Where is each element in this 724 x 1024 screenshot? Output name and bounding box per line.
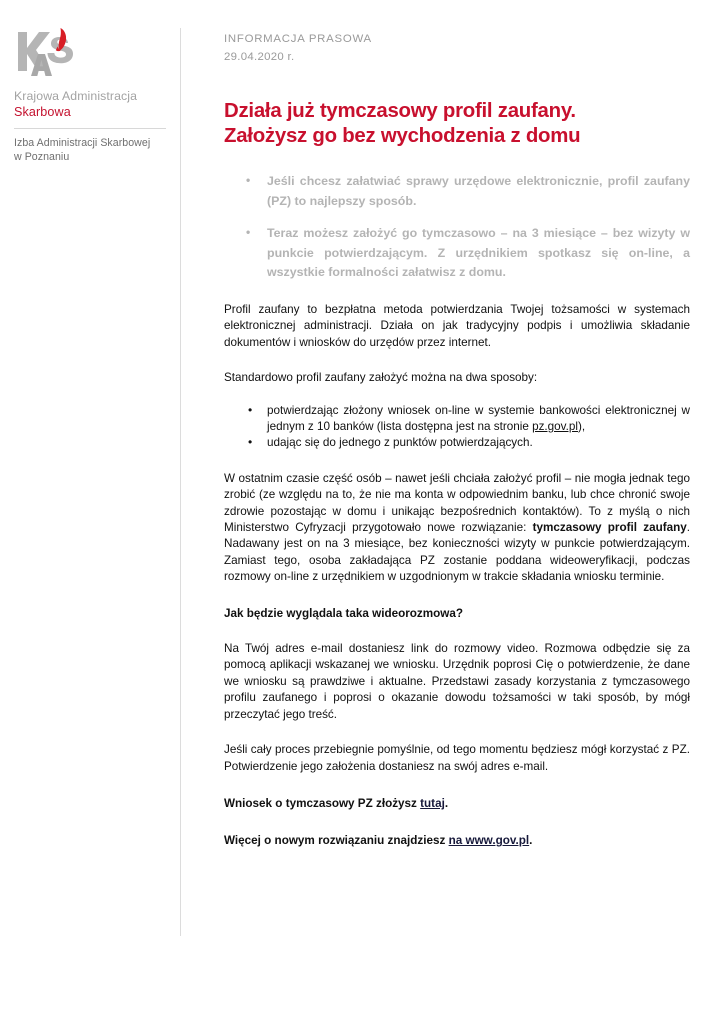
press-release-kicker: INFORMACJA PRASOWA <box>224 33 372 45</box>
link-na-www-gov-pl[interactable]: na www.gov.pl <box>448 834 530 848</box>
closing-line-2 <box>224 833 690 849</box>
brand-divider-rule <box>14 128 166 129</box>
paragraph-3-part-1: W ostatnim czasie część osób – nawet jeśli chciała założyć profil – nie mogła jednak tego zrobić (ze względu na to, że nie ma konta w odpowiednim banku, lub chce chronić swoje zdrowie pozostając w domu i unikając bezpośrednich kontaktów). To z myślą o nich Ministerstwo Cyfryzacji przygotowało nowe rozwiązanie: <box>224 471 690 535</box>
closing-2-before: Więcej o nowym rozwiązaniu znajdziesz <box>224 834 449 848</box>
paragraph-3-emphasis: tymczasowy profil zaufany <box>532 521 687 535</box>
body-paragraph-3 <box>224 471 690 586</box>
list-item <box>224 403 690 436</box>
page-title <box>224 99 690 148</box>
link-tutaj[interactable]: tutaj <box>420 796 445 810</box>
body-paragraph-4: Na Twój adres e-mail dostaniesz link do rozmowy video. Rozmowa odbędzie się za pomocą aplikacji wskazanej we wniosku. Urzędnik poprosi Cię o potwierdzenie, że dane we wniosku są prawdziwe i aktualne. Przedstawi zasady korzystania z tymczasowego profilu zaufanego i poprosi o okazanie dowodu tożsamości w taki sposób, by mógł przeczytać jego treść. <box>224 642 690 721</box>
closing-1-before: Wniosek o tymczasowy PZ złożysz <box>224 796 421 810</box>
brand-name-line1: Krajowa Administracja <box>14 89 138 103</box>
office-name-line2: w Poznaniu <box>14 151 70 163</box>
office-name-line1: Izba Administracji Skarbowej <box>14 137 151 149</box>
lead-bullet-list <box>224 172 690 283</box>
headline-line-1: Działa już tymczasowy profil zaufany. <box>224 100 576 122</box>
body-paragraph-1: Profil zaufany to bezpłatna metoda potwierdzania Twojej tożsamości w systemach elektronicznej administracji. Działa on jak tradycyjny podpis i umożliwia składanie dokumentów i wniosków do urzędów przez internet. <box>224 302 690 349</box>
main-content <box>224 31 690 850</box>
brand-name-line2: Skarbowa <box>14 105 71 119</box>
press-release-date: 29.04.2020 r. <box>224 51 295 63</box>
headline-line-2: Założysz go bez wychodzenia z domu <box>224 124 581 147</box>
brand-column <box>14 26 172 164</box>
list-item: • Jeśli chcesz załatwiać sprawy urzędowe elektronicznie, profil zaufany (PZ) to najlepszy sposób. <box>224 172 690 211</box>
method-1-suffix: ), <box>578 420 586 433</box>
closing-2-after: . <box>529 834 533 848</box>
body-paragraph-2: Standardowo profil zaufany założyć można na dwa sposoby: <box>224 371 538 385</box>
method-1-text: potwierdzając złożony wniosek on-line w systemie bankowości elektronicznej w jednym z 10 banków (lista dostępna jest na stronie <box>267 403 690 433</box>
paragraph-3-part-2: . Nadawany jest on na 3 miesiące, bez konieczności wizyty w punkcie potwierdzającym. Zamiast tego, osoba zakładająca PZ zostanie poddana wideoweryfikacji, podczas rozmowy on-line z urzędnikiem w uzgodnionym w trakcie składania wniosku terminie. <box>224 521 690 584</box>
method-2-text: udając się do jednego z punktów potwierdzających. <box>267 436 533 450</box>
list-item: • Teraz możesz założyć go tymczasowo – na 3 miesiące – bez wizyty w punkcie potwierdzającym. Z urzędnikiem spotkasz się on-line, a wszystkie formalności załatwisz z domu. <box>224 224 690 283</box>
closing-line-1 <box>224 796 690 812</box>
section-subheading: Jak będzie wyglądala taka wideorozmowa? <box>224 606 464 620</box>
link-pz-gov-pl[interactable]: pz.gov.pl <box>532 420 578 433</box>
list-item <box>224 435 690 451</box>
body-paragraph-5: Jeśli cały proces przebiegnie pomyślnie, od tego momentu będziesz mógł korzystać z PZ. Potwierdzenie jego założenia dostaniesz na swój adres e-mail. <box>224 743 690 773</box>
column-divider <box>180 28 181 936</box>
methods-bullet-list <box>224 403 690 452</box>
closing-1-after: . <box>444 796 449 810</box>
kas-monogram-logo-icon <box>16 26 82 80</box>
